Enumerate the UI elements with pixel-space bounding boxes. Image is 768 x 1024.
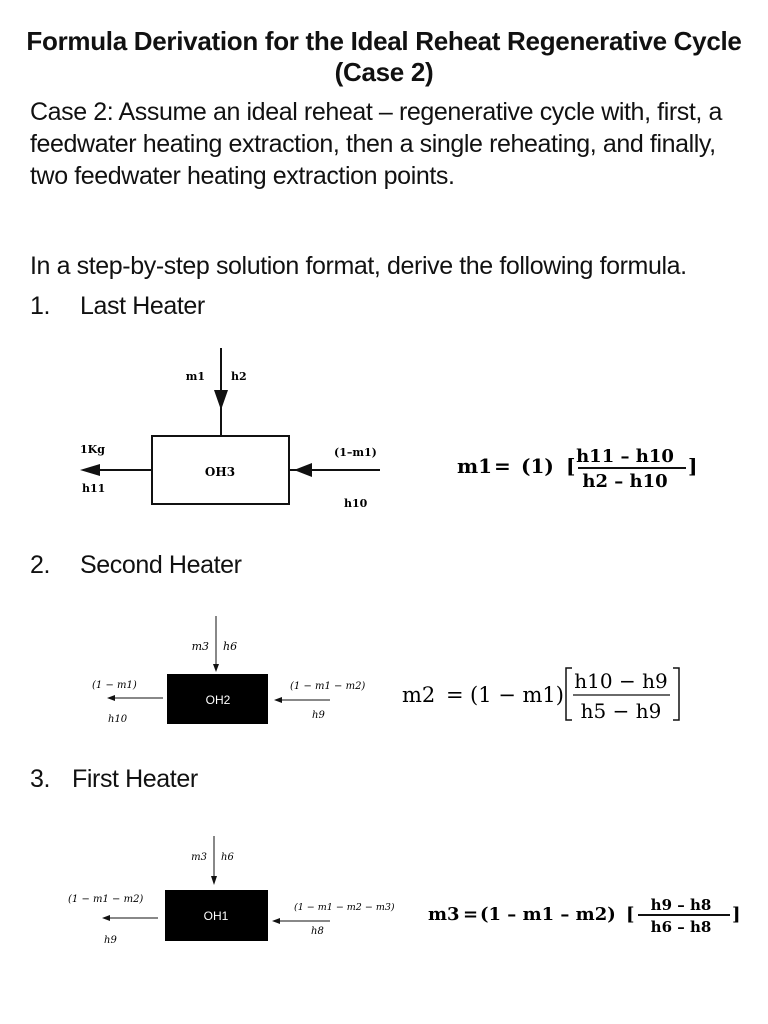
page-title [0,26,768,88]
left-flow-label: 1Kg [80,443,105,456]
formula-lhs: m2 [402,683,436,707]
heater-name: OH1 [203,909,229,923]
formula-coefficient: (1) [521,454,554,478]
left-enthalpy-label: h10 [108,714,128,725]
title-line-2: (Case 2) [334,57,434,87]
formula-numerator: h9 – h8 [650,896,712,914]
left-enthalpy-label: h11 [82,482,106,495]
right-flow-label: (1 − m1 − m2) [290,681,366,692]
formula-lhs: m3 [428,904,460,925]
top-flow-label: m3 [191,852,207,863]
top-enthalpy-label: h6 [221,852,234,863]
top-flow-label: m3 [191,640,209,653]
instruction-text: In a step-by-step solution format, derive the following formula. [30,252,687,280]
formula-numerator: h11 – h10 [576,446,674,467]
title-line-1: Formula Derivation for the Ideal Reheat Regenerative Cycle [26,26,742,56]
left-flow-label: (1 − m1) [92,680,137,691]
bracket-open: [ [626,904,635,925]
case-line-2: feedwater heating extraction, then a single reheating, and finally, [30,130,716,158]
right-enthalpy-label: h8 [311,926,324,937]
inlet-arrowhead [214,390,228,410]
left-enthalpy-label: h9 [104,935,117,946]
step-number: 3. [30,765,51,793]
formula-numerator: h10 − h9 [574,669,668,693]
formula-coefficient: (1 − m1) [470,683,564,707]
right-flow-label: (1 − m1 − m2 − m3) [294,902,395,913]
formula-coefficient: (1 – m1 – m2) [480,904,616,925]
bracket-close: ] [688,454,698,478]
step-2-heading [30,549,750,581]
bracket-open [566,668,572,720]
step-number: 1. [30,292,51,320]
step-label: First Heater [72,765,198,793]
step-number: 2. [30,551,51,579]
case-line-3: two feedwater heating extraction points. [30,162,455,190]
formula-equals: = [463,904,479,925]
step-label: Last Heater [80,292,205,320]
formula-denominator: h2 – h10 [582,471,668,492]
top-enthalpy-label: h6 [223,640,238,653]
left-flow-label: (1 − m1 − m2) [68,894,144,905]
right-enthalpy-label: h9 [312,710,325,721]
formula-m2 [0,658,768,738]
bracket-close [673,668,679,720]
step-1-heading [30,290,750,322]
step-label: Second Heater [80,551,242,579]
formula-equals: = [494,454,511,478]
formula-m1 [0,440,768,520]
right-enthalpy-label: h10 [344,497,368,510]
heater-name: OH3 [204,465,236,479]
formula-denominator: h5 − h9 [580,699,662,723]
formula-lhs: m1 [457,454,493,478]
bracket-open: [ [566,454,576,478]
inlet-arrowhead [211,876,217,885]
heater-name: OH2 [205,693,231,707]
formula-equals: = [446,683,464,707]
bracket-close: ] [732,904,741,925]
formula-denominator: h6 – h8 [650,918,712,936]
top-enthalpy-label: h2 [231,370,247,383]
step-3-heading [30,763,750,795]
case-line-1: Case 2: Assume an ideal reheat – regenerative cycle with, first, a [30,98,723,126]
formula-m3 [0,885,768,955]
top-flow-label: m1 [185,370,205,383]
right-flow-label: (1–m1) [334,446,377,459]
case-description [30,96,750,192]
